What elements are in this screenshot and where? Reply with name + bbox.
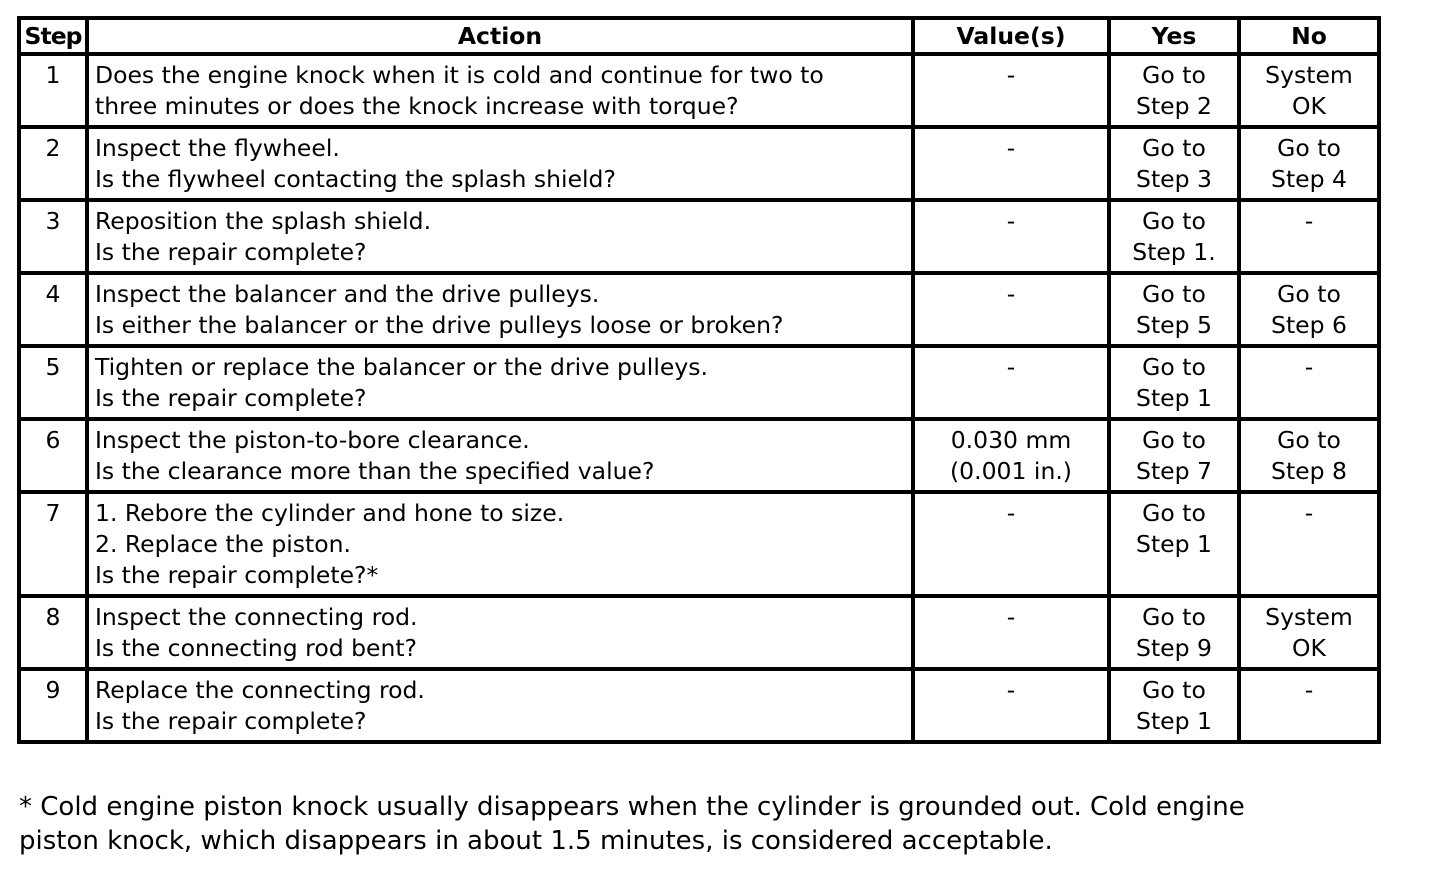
value-cell-line: - — [1006, 603, 1016, 631]
action-cell-line: Inspect the flywheel. — [95, 134, 340, 162]
yes-cell — [1109, 492, 1239, 596]
yes-cell-line: Step 1 — [1136, 530, 1212, 558]
yes-cell — [1109, 596, 1239, 669]
action-cell-line: three minutes or does the knock increase with torque? — [95, 92, 739, 120]
value-cell — [913, 596, 1109, 669]
no-cell-line: - — [1304, 353, 1314, 381]
step-cell: 2 — [19, 127, 87, 200]
action-cell-line: 2. Replace the piston. — [95, 530, 351, 558]
action-cell — [87, 200, 913, 273]
action-cell-line: Inspect the piston-to-bore clearance. — [95, 426, 530, 454]
yes-cell-line: Step 1 — [1136, 384, 1212, 412]
yes-cell — [1109, 419, 1239, 492]
action-cell-line: Does the engine knock when it is cold and continue for two to — [95, 61, 824, 89]
yes-cell-line: Step 1. — [1132, 238, 1216, 266]
action-cell — [87, 492, 913, 596]
no-cell-line: - — [1304, 207, 1314, 235]
value-cell-line: - — [1006, 676, 1016, 704]
table-row — [19, 596, 1379, 669]
table-row — [19, 127, 1379, 200]
value-cell-line: - — [1006, 134, 1016, 162]
yes-cell-line: Go to — [1142, 134, 1206, 162]
yes-cell-line: Step 2 — [1136, 92, 1212, 120]
value-cell — [913, 54, 1109, 127]
no-cell-line: Step 8 — [1271, 457, 1347, 485]
no-cell-line: Go to — [1277, 134, 1341, 162]
yes-cell-line: Step 7 — [1136, 457, 1212, 485]
step-cell: 5 — [19, 346, 87, 419]
no-cell — [1239, 346, 1379, 419]
action-cell — [87, 273, 913, 346]
action-cell — [87, 669, 913, 742]
footnote-line: piston knock, which disappears in about 1.5 minutes, is considered acceptable. — [19, 826, 1053, 856]
value-cell — [913, 200, 1109, 273]
action-cell-line: Reposition the splash shield. — [95, 207, 432, 235]
value-cell-line: (0.001 in.) — [950, 457, 1072, 485]
yes-cell-line: Step 5 — [1136, 311, 1212, 339]
step-cell: 8 — [19, 596, 87, 669]
action-cell-line: Is the repair complete? — [95, 238, 367, 266]
step-cell: 6 — [19, 419, 87, 492]
step-cell: 1 — [19, 54, 87, 127]
header-values: Value(s) — [913, 18, 1109, 54]
yes-cell-line: Go to — [1142, 353, 1206, 381]
no-cell — [1239, 596, 1379, 669]
no-cell — [1239, 54, 1379, 127]
table-row — [19, 346, 1379, 419]
value-cell — [913, 346, 1109, 419]
no-cell — [1239, 669, 1379, 742]
yes-cell — [1109, 200, 1239, 273]
no-cell — [1239, 273, 1379, 346]
yes-cell-line: Go to — [1142, 499, 1206, 527]
action-cell — [87, 596, 913, 669]
header-step: Step — [19, 18, 87, 54]
yes-cell-line: Go to — [1142, 426, 1206, 454]
yes-cell-line: Go to — [1142, 207, 1206, 235]
header-yes: Yes — [1109, 18, 1239, 54]
footnote — [19, 790, 1419, 858]
value-cell-line: - — [1006, 499, 1016, 527]
yes-cell-line: Step 9 — [1136, 634, 1212, 662]
action-cell — [87, 346, 913, 419]
no-cell — [1239, 200, 1379, 273]
table-row — [19, 419, 1379, 492]
value-cell-line: - — [1006, 61, 1016, 89]
table-row — [19, 200, 1379, 273]
action-cell-line: Replace the connecting rod. — [95, 676, 425, 704]
header-no: No — [1239, 18, 1379, 54]
no-cell — [1239, 127, 1379, 200]
table-row — [19, 669, 1379, 742]
step-cell: 9 — [19, 669, 87, 742]
action-cell — [87, 419, 913, 492]
action-cell-line: Inspect the balancer and the drive pulleys. — [95, 280, 600, 308]
no-cell-line: System — [1265, 61, 1353, 89]
no-cell-line: Step 4 — [1271, 165, 1347, 193]
no-cell-line: Step 6 — [1271, 311, 1347, 339]
yes-cell — [1109, 54, 1239, 127]
action-cell — [87, 127, 913, 200]
table-row — [19, 492, 1379, 596]
no-cell — [1239, 419, 1379, 492]
no-cell-line: Go to — [1277, 280, 1341, 308]
value-cell — [913, 492, 1109, 596]
yes-cell — [1109, 669, 1239, 742]
yes-cell-line: Step 3 — [1136, 165, 1212, 193]
value-cell-line: - — [1006, 207, 1016, 235]
yes-cell-line: Go to — [1142, 676, 1206, 704]
yes-cell-line: Go to — [1142, 61, 1206, 89]
step-cell: 4 — [19, 273, 87, 346]
value-cell — [913, 273, 1109, 346]
action-cell-line: Is the flywheel contacting the splash shield? — [95, 165, 616, 193]
table-row — [19, 273, 1379, 346]
value-cell — [913, 127, 1109, 200]
table-header-row — [19, 18, 1379, 54]
action-cell-line: Tighten or replace the balancer or the drive pulleys. — [95, 353, 708, 381]
yes-cell-line: Go to — [1142, 280, 1206, 308]
action-cell-line: Inspect the connecting rod. — [95, 603, 418, 631]
action-cell — [87, 54, 913, 127]
action-cell-line: Is the repair complete?* — [95, 561, 379, 589]
action-cell-line: Is the connecting rod bent? — [95, 634, 418, 662]
no-cell — [1239, 492, 1379, 596]
action-cell-line: Is the repair complete? — [95, 384, 367, 412]
action-cell-line: 1. Rebore the cylinder and hone to size. — [95, 499, 565, 527]
table-row — [19, 54, 1379, 127]
table-body — [19, 54, 1379, 742]
value-cell-line: - — [1006, 280, 1016, 308]
footnote-line: * Cold engine piston knock usually disappears when the cylinder is grounded out. Cold engine — [19, 792, 1245, 822]
value-cell — [913, 669, 1109, 742]
no-cell-line: - — [1304, 499, 1314, 527]
header-action: Action — [87, 18, 913, 54]
no-cell-line: - — [1304, 676, 1314, 704]
value-cell — [913, 419, 1109, 492]
no-cell-line: OK — [1292, 92, 1326, 120]
action-cell-line: Is the repair complete? — [95, 707, 367, 735]
no-cell-line: Go to — [1277, 426, 1341, 454]
step-cell: 7 — [19, 492, 87, 596]
value-cell-line: 0.030 mm — [950, 426, 1072, 454]
yes-cell-line: Step 1 — [1136, 707, 1212, 735]
yes-cell — [1109, 273, 1239, 346]
diagnostic-table — [17, 16, 1381, 744]
value-cell-line: - — [1006, 353, 1016, 381]
action-cell-line: Is the clearance more than the specified value? — [95, 457, 655, 485]
yes-cell-line: Go to — [1142, 603, 1206, 631]
no-cell-line: System — [1265, 603, 1353, 631]
yes-cell — [1109, 346, 1239, 419]
action-cell-line: Is either the balancer or the drive pulleys loose or broken? — [95, 311, 784, 339]
step-cell: 3 — [19, 200, 87, 273]
no-cell-line: OK — [1292, 634, 1326, 662]
yes-cell — [1109, 127, 1239, 200]
